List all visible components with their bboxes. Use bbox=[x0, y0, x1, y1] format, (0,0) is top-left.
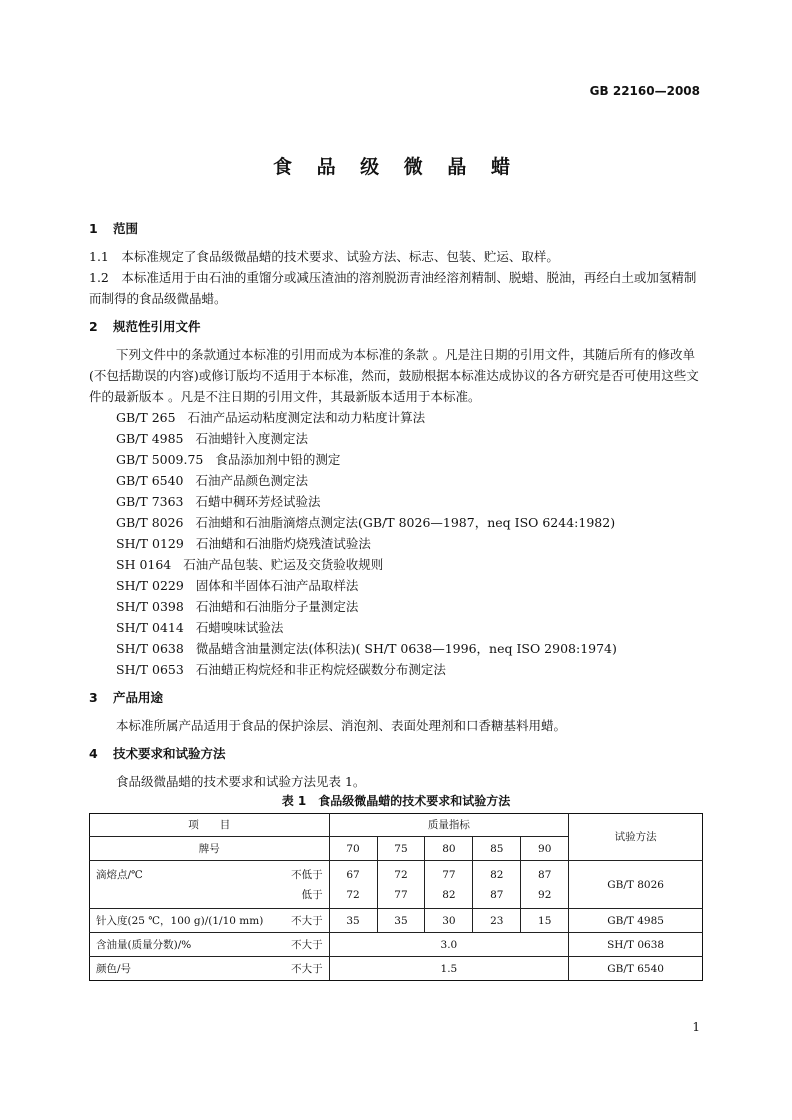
section-number: 2 bbox=[89, 319, 98, 334]
reference-code: GB/T 265 bbox=[116, 410, 176, 425]
reference-item bbox=[89, 617, 703, 638]
reference-item bbox=[89, 428, 703, 449]
section-3-heading bbox=[89, 687, 703, 708]
section-2-heading bbox=[89, 316, 703, 337]
paragraph-3: 本标准所属产品适用于食品的保护涂层、消泡剂、表面处理剂和口香糖基料用蜡。 bbox=[116, 718, 567, 733]
row-label-text: 滴熔点/℃ bbox=[96, 868, 143, 881]
reference-item bbox=[89, 512, 703, 533]
reference-code: SH/T 0398 bbox=[116, 599, 184, 614]
table-row bbox=[90, 909, 703, 933]
grade-cell: 85 bbox=[473, 837, 521, 861]
reference-title: 石蜡中稠环芳烃试验法 bbox=[195, 494, 321, 509]
document-title: 食 品 级 微 晶 蜡 bbox=[272, 156, 520, 178]
row-condition: 不大于 bbox=[291, 914, 323, 927]
row-condition: 不大于 bbox=[291, 938, 323, 951]
reference-title: 固体和半固体石油产品取样法 bbox=[195, 578, 359, 593]
reference-item bbox=[89, 659, 703, 680]
row-label bbox=[90, 909, 330, 933]
value-cell: 77 82 bbox=[425, 861, 473, 909]
reference-title: 石油蜡和石油脂分子量测定法 bbox=[195, 599, 359, 614]
section-1-heading bbox=[89, 218, 703, 239]
document-body bbox=[89, 218, 703, 981]
reference-item bbox=[89, 449, 703, 470]
method-cell: SH/T 0638 bbox=[569, 933, 703, 957]
reference-code: SH/T 0229 bbox=[116, 578, 184, 593]
table-row bbox=[90, 957, 703, 981]
reference-item bbox=[89, 638, 703, 659]
method-cell: GB/T 4985 bbox=[569, 909, 703, 933]
section-title: 产品用途 bbox=[113, 690, 164, 705]
grade-cell: 70 bbox=[329, 837, 377, 861]
reference-title: 石油产品颜色测定法 bbox=[195, 473, 309, 488]
header-quality-index: 质量指标 bbox=[329, 814, 569, 837]
row-label bbox=[90, 861, 330, 909]
paragraph-2-intro: 下列文件中的条款通过本标准的引用而成为本标准的条款 。凡是注日期的引用文件，其随后所有的修改单(不包括勘误的内容)或修订版均不适用于本标准，然而，鼓励根据本标准达成协议的各方研究是否可使用这些文件的最新版本 。凡是不注日期的引用文件，其最新版本适用于本标准。 bbox=[89, 347, 699, 404]
header-grade: 牌号 bbox=[90, 837, 330, 861]
reference-item bbox=[89, 407, 703, 428]
method-cell: GB/T 6540 bbox=[569, 957, 703, 981]
reference-list bbox=[89, 407, 703, 680]
grade-cell: 80 bbox=[425, 837, 473, 861]
reference-title: 石蜡嗅味试验法 bbox=[195, 620, 284, 635]
reference-code: GB/T 4985 bbox=[116, 431, 184, 446]
value-cell: 30 bbox=[425, 909, 473, 933]
paragraph-1-1: 1.1 本标准规定了食品级微晶蜡的技术要求、试验方法、标志、包装、贮运、取样。 bbox=[89, 249, 559, 264]
row-label-text: 颜色/号 bbox=[96, 962, 132, 975]
section-number: 3 bbox=[89, 690, 98, 705]
value-cell: 87 92 bbox=[521, 861, 569, 909]
section-title: 规范性引用文件 bbox=[113, 319, 201, 334]
reference-item bbox=[89, 491, 703, 512]
table-row bbox=[90, 933, 703, 957]
reference-code: GB/T 7363 bbox=[116, 494, 184, 509]
reference-code: SH/T 0653 bbox=[116, 662, 184, 677]
reference-title: 微晶蜡含油量测定法(体积法)( SH/T 0638—1996，neq ISO 2908:1974) bbox=[195, 641, 617, 656]
value-cell: 67 72 bbox=[329, 861, 377, 909]
paragraph-1-2: 1.2 本标准适用于由石油的重馏分或减压渣油的溶剂脱沥青油经溶剂精制、脱蜡、脱油，再经白土或加氢精制而制得的食品级微晶蜡。 bbox=[89, 270, 697, 306]
reference-code: GB/T 8026 bbox=[116, 515, 184, 530]
reference-code: GB/T 5009.75 bbox=[116, 452, 204, 467]
reference-code: SH 0164 bbox=[116, 557, 172, 572]
row-condition: 不低于 bbox=[291, 868, 323, 881]
reference-code: SH/T 0638 bbox=[116, 641, 184, 656]
row-condition: 低于 bbox=[301, 888, 323, 901]
value-cell: 35 bbox=[377, 909, 425, 933]
reference-title: 石油产品运动粘度测定法和动力粘度计算法 bbox=[187, 410, 426, 425]
reference-title: 食品添加剂中铅的测定 bbox=[215, 452, 341, 467]
row-label-text: 含油量(质量分数)/% bbox=[96, 938, 192, 951]
value-cell: 15 bbox=[521, 909, 569, 933]
value-cell: 82 87 bbox=[473, 861, 521, 909]
reference-item bbox=[89, 470, 703, 491]
reference-code: SH/T 0129 bbox=[116, 536, 184, 551]
value-cell: 35 bbox=[329, 909, 377, 933]
section-number: 1 bbox=[89, 221, 98, 236]
reference-title: 石油蜡和石油脂滴熔点测定法(GB/T 8026—1987，neq ISO 6244:1982) bbox=[195, 515, 616, 530]
reference-code: SH/T 0414 bbox=[116, 620, 184, 635]
section-title: 技术要求和试验方法 bbox=[113, 746, 226, 761]
reference-title: 石油蜡针入度测定法 bbox=[195, 431, 309, 446]
reference-title: 石油蜡和石油脂灼烧残渣试验法 bbox=[195, 536, 371, 551]
row-label bbox=[90, 957, 330, 981]
header-test-method: 试验方法 bbox=[569, 814, 703, 861]
value-cell: 72 77 bbox=[377, 861, 425, 909]
row-label bbox=[90, 933, 330, 957]
value-cell: 3.0 bbox=[329, 933, 569, 957]
grade-cell: 75 bbox=[377, 837, 425, 861]
reference-item bbox=[89, 554, 703, 575]
value-cell: 23 bbox=[473, 909, 521, 933]
page-number: 1 bbox=[692, 1020, 700, 1034]
spec-table bbox=[89, 813, 703, 981]
header-item: 项 目 bbox=[90, 814, 330, 837]
reference-code: GB/T 6540 bbox=[116, 473, 184, 488]
grade-cell: 90 bbox=[521, 837, 569, 861]
row-label-text: 针入度(25 ℃，100 g)/(1/10 mm) bbox=[96, 914, 264, 927]
reference-item bbox=[89, 596, 703, 617]
section-number: 4 bbox=[89, 746, 98, 761]
reference-item bbox=[89, 575, 703, 596]
method-cell: GB/T 8026 bbox=[569, 861, 703, 909]
paragraph-4: 食品级微晶蜡的技术要求和试验方法见表 1。 bbox=[116, 774, 366, 789]
section-title: 范围 bbox=[113, 221, 139, 236]
reference-title: 石油产品包装、贮运及交货验收规则 bbox=[183, 557, 384, 572]
row-condition: 不大于 bbox=[291, 962, 323, 975]
reference-title: 石油蜡正构烷烃和非正构烷烃碳数分布测定法 bbox=[195, 662, 446, 677]
value-cell: 1.5 bbox=[329, 957, 569, 981]
section-4-heading bbox=[89, 743, 703, 764]
standard-number: GB 22160—2008 bbox=[589, 84, 700, 98]
table-caption: 表 1 食品级微晶蜡的技术要求和试验方法 bbox=[281, 794, 511, 808]
table-row bbox=[90, 861, 703, 909]
reference-item bbox=[89, 533, 703, 554]
